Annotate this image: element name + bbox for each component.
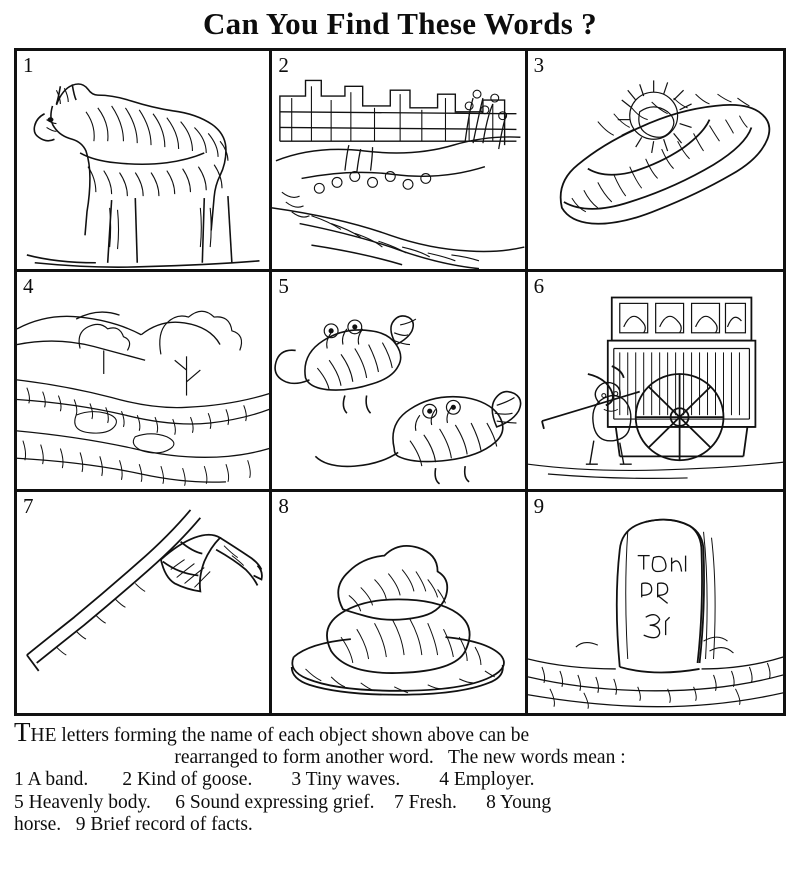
puzzle-cell-1[interactable] <box>17 51 272 272</box>
cell-number-3: 3 <box>533 53 545 77</box>
puzzle-cell-3[interactable] <box>528 51 783 272</box>
clue-line-1: 1 A band. 2 Kind of goose. 3 Tiny waves. 4 Employer. <box>14 769 535 791</box>
horse-illustration <box>17 51 269 269</box>
puzzle-cell-8[interactable] <box>272 492 527 713</box>
caption-intro-line2: rearranged to form another word. The new words mean : <box>174 747 626 769</box>
cell-number-8: 8 <box>278 494 289 519</box>
puzzle-cell-7[interactable] <box>17 492 272 713</box>
caption-dropcap: T <box>14 717 31 747</box>
page-title: Can You Find These Words ? <box>203 6 597 41</box>
marsh-illustration <box>17 272 269 490</box>
puzzle-cell-6[interactable] <box>528 272 783 493</box>
cell-number-9: 9 <box>533 494 545 519</box>
puzzle-cell-2[interactable] <box>272 51 527 272</box>
cell-number-7: 7 <box>23 494 34 519</box>
cell-number-2: 2 <box>278 53 289 77</box>
cell-number-4: 4 <box>23 273 34 298</box>
slipper-illustration <box>528 51 783 269</box>
clue-line-3: horse. 9 Brief record of facts. <box>14 813 253 835</box>
tombstone-illustration <box>528 492 783 713</box>
cell-number-6: 6 <box>533 273 545 298</box>
cell-number-1: 1 <box>23 53 34 77</box>
organ-cart-illustration <box>528 272 783 490</box>
clue-line-2: 5 Heavenly body. 6 Sound expressing grief. 7 Fresh. 8 Young <box>14 791 552 813</box>
garden-illustration <box>272 51 524 269</box>
puzzle-cell-5[interactable] <box>272 272 527 493</box>
pickaxe-illustration <box>17 492 269 713</box>
caption-block <box>14 717 786 836</box>
puzzle-cell-4[interactable] <box>17 272 272 493</box>
cottage-loaf-illustration <box>272 492 524 713</box>
picture-grid <box>14 48 786 716</box>
rats-illustration <box>272 272 524 490</box>
puzzle-cell-9[interactable] <box>528 492 783 713</box>
caption-intro-line1: HE letters forming the name of each object shown above can be <box>30 725 530 746</box>
cell-number-5: 5 <box>278 273 289 298</box>
